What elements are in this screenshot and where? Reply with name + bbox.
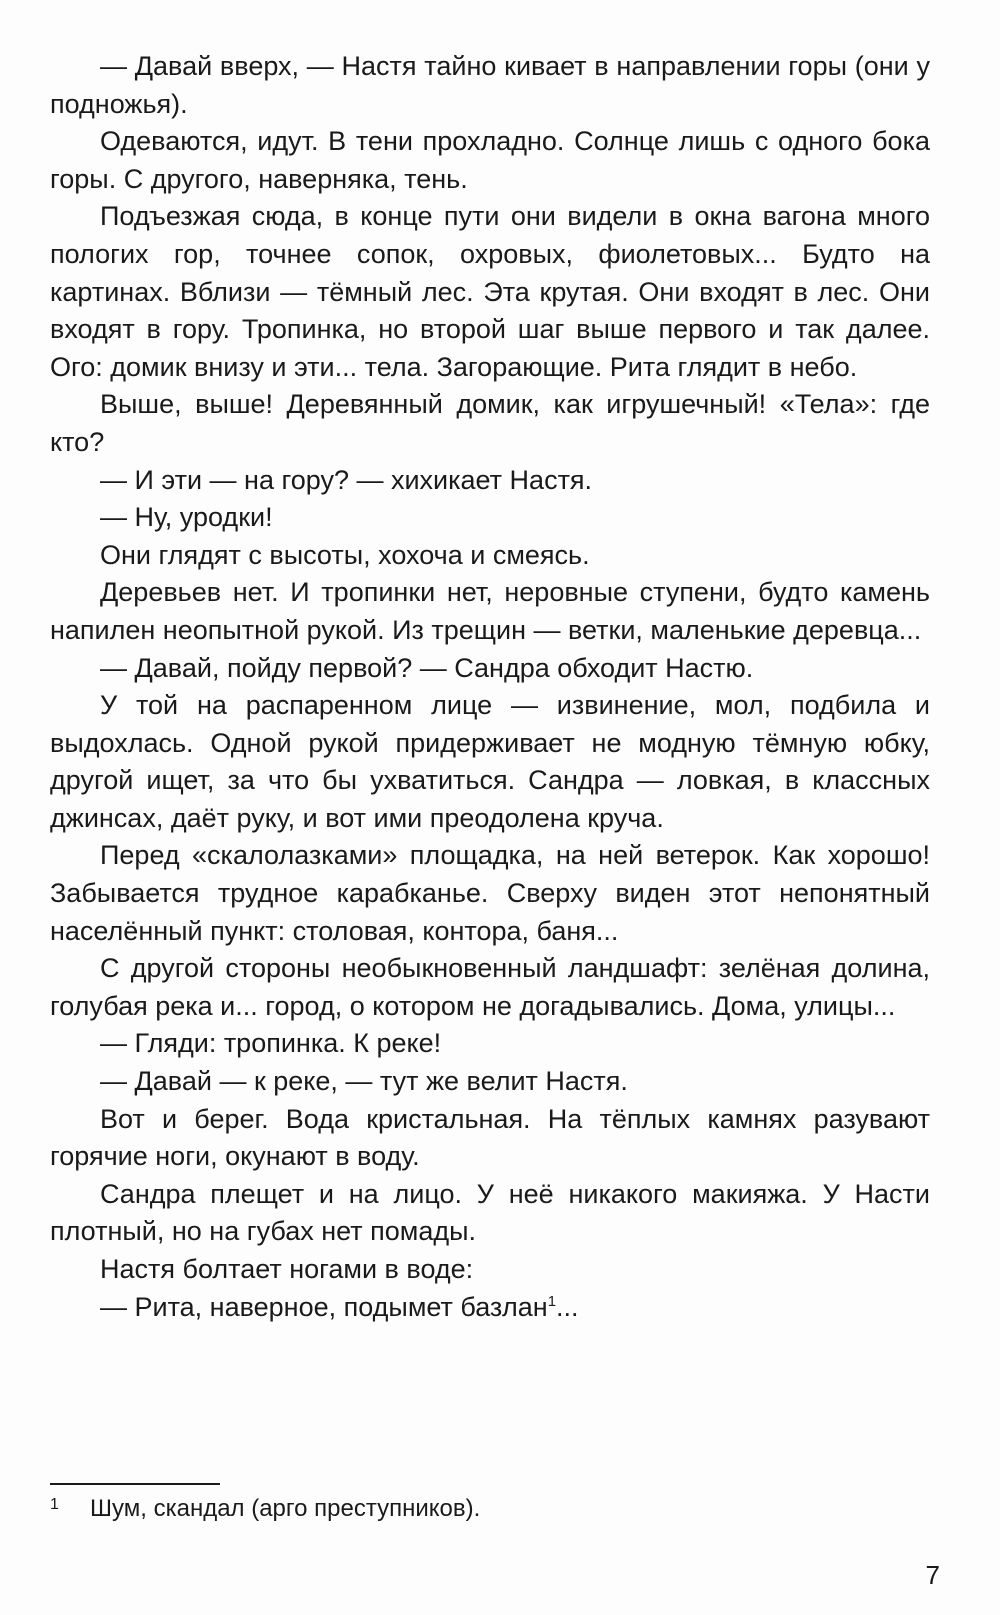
paragraph: У той на распаренном лице — извинение, мол, подбила и выдохлась. Одной рукой придерживает не модную тёмную юбку, другой ищет, за что бы ухватиться. Сандра — ловкая, в классных джинсах, даёт руку, и вот ими преодолена круча. xyxy=(50,690,930,833)
paragraph: Сандра плещет и на лицо. У неё никакого макияжа. У Насти плотный, но на губах нет помады. xyxy=(50,1178,930,1247)
paragraph: — Давай вверх, — Настя тайно кивает в направлении горы (они у подножья). xyxy=(50,51,930,119)
footnote xyxy=(50,1493,930,1525)
paragraph: Одеваются, идут. В тени прохладно. Солнце лишь с одного бока горы. С другого, наверняка, тень. xyxy=(50,126,930,194)
paragraph: — Давай, пойду первой? — Сандра обходит Настю. xyxy=(100,652,754,683)
footnote-text: Шум, скандал (арго преступников). xyxy=(90,1495,481,1522)
last-line-tail: ... xyxy=(556,1291,579,1322)
paragraph: С другой стороны необыкновенный ландшафт: зелёная долина, голубая река и... город, о котором не догадывались. Дома, улицы... xyxy=(50,953,930,1021)
paragraph: Выше, выше! Деревянный домик, как игрушечный! «Тела»: где кто? xyxy=(50,389,930,457)
paragraph: Они глядят с высоты, хохоча и смеясь. xyxy=(100,539,590,570)
footnote-reference[interactable]: 1 xyxy=(547,1292,557,1310)
body-text xyxy=(50,48,930,1326)
page-number: 7 xyxy=(925,1560,940,1590)
footnote-divider xyxy=(50,1483,220,1485)
paragraph: Настя болтает ногами в воде: xyxy=(100,1254,474,1284)
paragraph: Деревьев нет. И тропинки нет, неровные ступени, будто камень напилен неопытной рукой. Из трещин — ветки, маленькие деревца... xyxy=(50,577,930,645)
paragraph: — И эти — на гору? — хихикает Настя. xyxy=(100,464,593,495)
paragraph: — Ну, уродки! xyxy=(100,502,273,533)
paragraph: Подъезжая сюда, в конце пути они видели в окна вагона много пологих гор, точнее сопок, охровых, фиолетовых... Будто на картинах. Вблизи — тёмный лес. Эта крутая. Они входят в лес. Они входят в гору. Тропинка, но второй шаг выше первого и так далее. Ого: домик внизу и эти... тела. Загорающие. Рита глядит в небо. xyxy=(50,201,930,382)
paragraph-last xyxy=(50,1289,930,1327)
paragraph: — Давай — к реке, — тут же велит Настя. xyxy=(100,1066,628,1097)
paragraph: Вот и берег. Вода кристальная. На тёплых камнях разувают горячие ноги, окунают в воду. xyxy=(50,1103,930,1172)
last-line-text: — Рита, наверное, подымет базлан xyxy=(100,1291,548,1322)
paragraph: Перед «скалолазками» площадка, на ней ветерок. Как хорошо! Забывается трудное карабканье. Сверху виден этот непонятный населённый пункт: столовая, контора, баня... xyxy=(50,840,930,946)
paragraph: — Гляди: тропинка. К реке! xyxy=(100,1028,442,1059)
footnote-number: 1 xyxy=(50,1496,59,1513)
